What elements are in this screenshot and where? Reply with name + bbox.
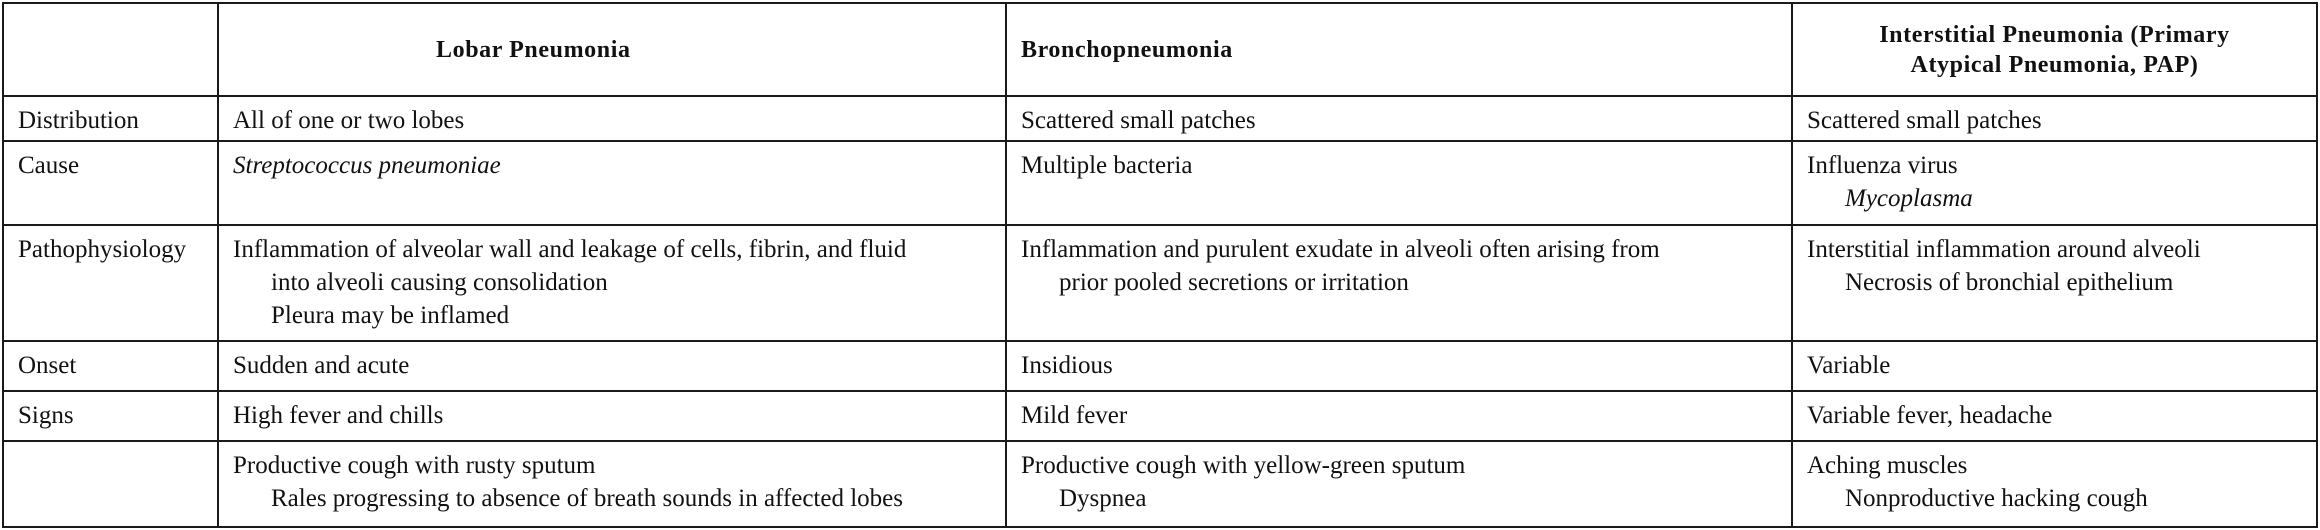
cell-broncho: Mild fever <box>1006 391 1792 441</box>
cell-interstitial: Scattered small patches <box>1792 96 2317 141</box>
row-label <box>3 441 218 527</box>
row-label: Distribution <box>3 96 218 141</box>
row-label: Cause <box>3 141 218 225</box>
table-row-signs <box>3 391 2317 441</box>
cell-interstitial: Variable <box>1792 341 2317 391</box>
header-empty-cell <box>3 3 218 96</box>
cell-lobar: All of one or two lobes <box>218 96 1006 141</box>
table-header-row <box>3 3 2317 96</box>
row-label: Onset <box>3 341 218 391</box>
row-label: Pathophysiology <box>3 225 218 341</box>
cell-lobar: Inflammation of alveolar wall and leakage of cells, fibrin, and fluid into alveoli causing consolidation Pleura may be inflamed <box>218 225 1006 341</box>
cell-interstitial: Aching muscles Nonproductive hacking cough <box>1792 441 2317 527</box>
header-lobar-pneumonia: Lobar Pneumonia <box>218 3 1006 96</box>
cell-lobar: High fever and chills <box>218 391 1006 441</box>
table-row-onset <box>3 341 2317 391</box>
cell-broncho: Multiple bacteria <box>1006 141 1792 225</box>
cell-lobar: Streptococcus pneumoniae <box>218 141 1006 225</box>
cell-lobar: Sudden and acute <box>218 341 1006 391</box>
table-row-distribution <box>3 96 2317 141</box>
cell-interstitial: Influenza virus Mycoplasma <box>1792 141 2317 225</box>
table-row-signs-continued <box>3 441 2317 527</box>
cell-broncho: Scattered small patches <box>1006 96 1792 141</box>
cell-interstitial: Variable fever, headache <box>1792 391 2317 441</box>
cell-lobar: Productive cough with rusty sputum Rales progressing to absence of breath sounds in affected lobes <box>218 441 1006 527</box>
header-interstitial-pneumonia: Interstitial Pneumonia (Primary Atypical Pneumonia, PAP) <box>1792 3 2317 96</box>
cell-broncho: Productive cough with yellow-green sputum Dyspnea <box>1006 441 1792 527</box>
pneumonia-comparison-table <box>2 2 2318 528</box>
table-row-cause <box>3 141 2317 225</box>
table-row-pathophysiology <box>3 225 2317 341</box>
cell-broncho: Inflammation and purulent exudate in alveoli often arising from prior pooled secretions or irritation <box>1006 225 1792 341</box>
cell-interstitial: Interstitial inflammation around alveoli Necrosis of bronchial epithelium <box>1792 225 2317 341</box>
header-bronchopneumonia: Bronchopneumonia <box>1006 3 1792 96</box>
cell-broncho: Insidious <box>1006 341 1792 391</box>
row-label: Signs <box>3 391 218 441</box>
